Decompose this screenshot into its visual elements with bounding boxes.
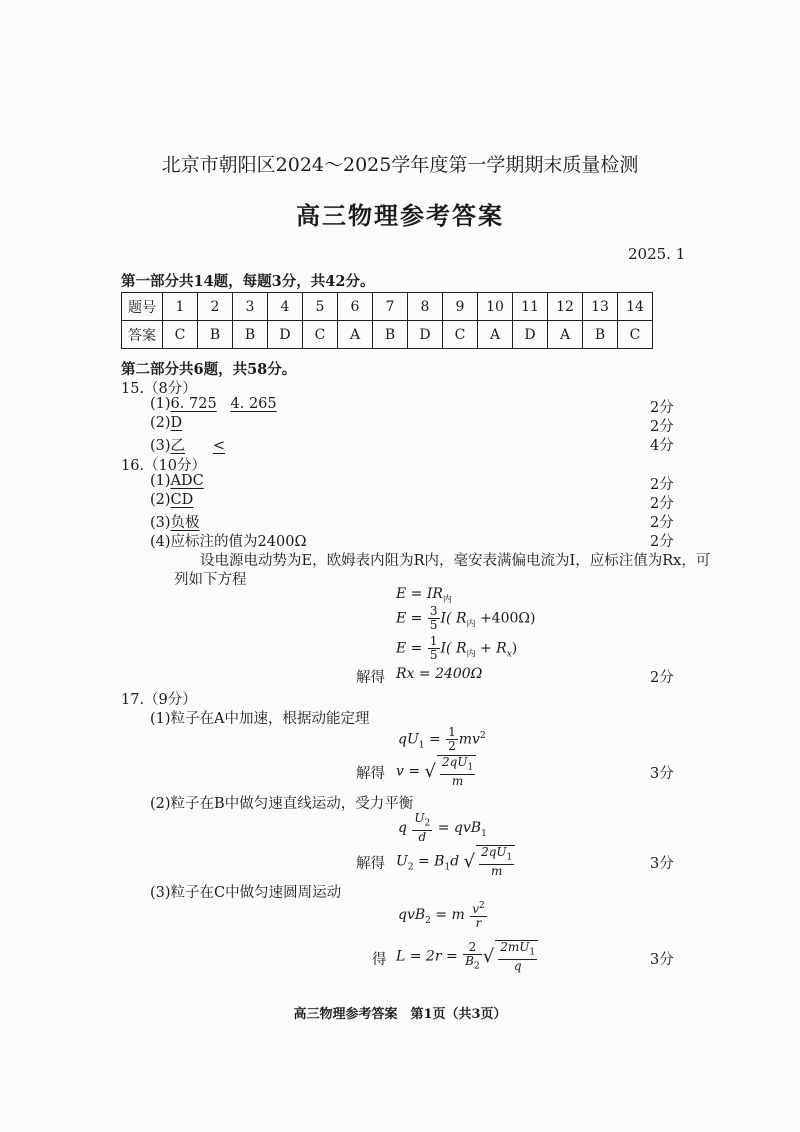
equation: qvB$_2$ = m $\frac{v^2}{r}$ (398, 901, 485, 930)
table-cell: B (198, 321, 233, 349)
q15-item-2 (150, 415, 182, 431)
equation: $qU_1$ = $\frac{1}{2}$ $mv^2$ (398, 725, 486, 753)
points: 3分 (650, 856, 674, 872)
answer-text: CD (170, 492, 194, 508)
q16-explain-line1: 设电源电动势为E，欧姆表内阻为R内，毫安表满偏电流为I，应标注值为Rx，可 (200, 553, 711, 569)
table-cell: 6 (338, 293, 373, 321)
answer-text: D (170, 415, 183, 431)
page-title: 高三物理参考答案 (296, 201, 504, 230)
part1-heading: 第一部分共14题，每题3分，共42分。 (121, 273, 375, 290)
table-cell: 2 (198, 293, 233, 321)
item-prefix: (3) (150, 438, 171, 454)
q17-part1: (1)粒子在A中加速，根据动能定理 (150, 711, 370, 727)
answer-text: 4. 265 (230, 396, 277, 412)
points: 2分 (650, 419, 674, 435)
table-row-numbers (122, 293, 653, 321)
table-cell: D (268, 321, 303, 349)
q15-item-3 (150, 434, 239, 455)
solve-result: Rx = 2400Ω (396, 666, 483, 682)
points: 2分 (650, 477, 674, 493)
item-prefix: (2) (150, 492, 171, 508)
solve-label: 解得 (356, 766, 385, 782)
table-cell: A (338, 321, 373, 349)
equation: $E = IR_内$ (396, 586, 452, 605)
table-header-cell: 答案 (122, 321, 163, 349)
date: 2025. 1 (628, 245, 686, 263)
q16-item-4 (150, 530, 306, 551)
table-cell: 10 (478, 293, 513, 321)
q15-item-1 (150, 396, 277, 412)
q17-label: 17.（9分） (121, 692, 197, 708)
table-cell: C (163, 321, 198, 349)
table-cell: 5 (303, 293, 338, 321)
equation: E = $\frac{1}{5}$ I( $R_内 + R_x$) (396, 634, 518, 662)
answer-text: 负极 (170, 515, 200, 531)
equation: L = 2r = $\frac{2}{B_2}$ √ $\frac{2mU_1}{q}$ (396, 940, 538, 973)
table-cell: 7 (373, 293, 408, 321)
points: 4分 (650, 438, 674, 454)
answer-text: ADC (170, 473, 204, 489)
item-prefix: (4) (150, 534, 171, 550)
table-row-answers (122, 321, 653, 349)
answer-table (121, 292, 653, 349)
table-cell: B (373, 321, 408, 349)
q17-part2: (2)粒子在B中做匀速直线运动，受力平衡 (150, 796, 414, 812)
answer-text: 应标注的值为2400Ω (170, 534, 307, 550)
table-cell: C (443, 321, 478, 349)
exam-title: 北京市朝阳区2024～2025学年度第一学期期末质量检测 (161, 154, 639, 176)
points: 2分 (650, 670, 674, 686)
table-cell: 9 (443, 293, 478, 321)
q16-item-2 (150, 492, 193, 508)
item-prefix: (1) (150, 473, 171, 489)
points: 3分 (650, 766, 674, 782)
table-header-cell: 题号 (122, 293, 163, 321)
points: 2分 (650, 534, 674, 550)
equation: v = √ $\frac{2qU_1}{m}$ (396, 755, 476, 788)
table-cell: B (233, 321, 268, 349)
equation: q $\frac{U_2}{d}$ = qvB$_1$ (398, 811, 487, 845)
table-cell: 14 (618, 293, 653, 321)
equation: $U_2 = B_1d$ √ $\frac{2qU_1}{m}$ (396, 845, 515, 878)
points: 2分 (650, 496, 674, 512)
table-cell: 1 (163, 293, 198, 321)
table-cell: C (303, 321, 338, 349)
answer-text: < (212, 438, 226, 454)
points: 3分 (650, 952, 674, 968)
solve-label: 解得 (356, 856, 385, 872)
answer-text: 6. 725 (170, 396, 217, 412)
item-prefix: (3) (150, 515, 171, 531)
table-cell: 12 (548, 293, 583, 321)
q16-item-1 (150, 473, 204, 489)
table-cell: C (618, 321, 653, 349)
q16-item-3 (150, 511, 200, 532)
page-footer: 高三物理参考答案 第1页（共3页） (293, 1007, 507, 1022)
table-cell: 11 (513, 293, 548, 321)
q15-label: 15.（8分） (121, 381, 197, 397)
table-cell: A (548, 321, 583, 349)
answer-text: 乙 (170, 438, 186, 454)
table-cell: A (478, 321, 513, 349)
table-cell: 4 (268, 293, 303, 321)
solve-label: 得 (372, 952, 387, 968)
equation: E = $\frac{3}{5}$ I( $R_内 +400\Omega$) (396, 604, 536, 632)
table-cell: 13 (583, 293, 618, 321)
table-cell: B (583, 321, 618, 349)
table-cell: D (408, 321, 443, 349)
table-cell: 3 (233, 293, 268, 321)
solve-label: 解得 (356, 670, 385, 686)
q16-explain-line2: 列如下方程 (174, 572, 247, 588)
table-cell: 8 (408, 293, 443, 321)
item-prefix: (1) (150, 396, 171, 412)
points: 2分 (650, 400, 674, 416)
table-cell: D (513, 321, 548, 349)
part2-heading: 第二部分共6题，共58分。 (121, 361, 297, 378)
q16-label: 16.（10分） (121, 458, 207, 474)
item-prefix: (2) (150, 415, 171, 431)
points: 2分 (650, 515, 674, 531)
q17-part3: (3)粒子在C中做匀速圆周运动 (150, 885, 342, 901)
